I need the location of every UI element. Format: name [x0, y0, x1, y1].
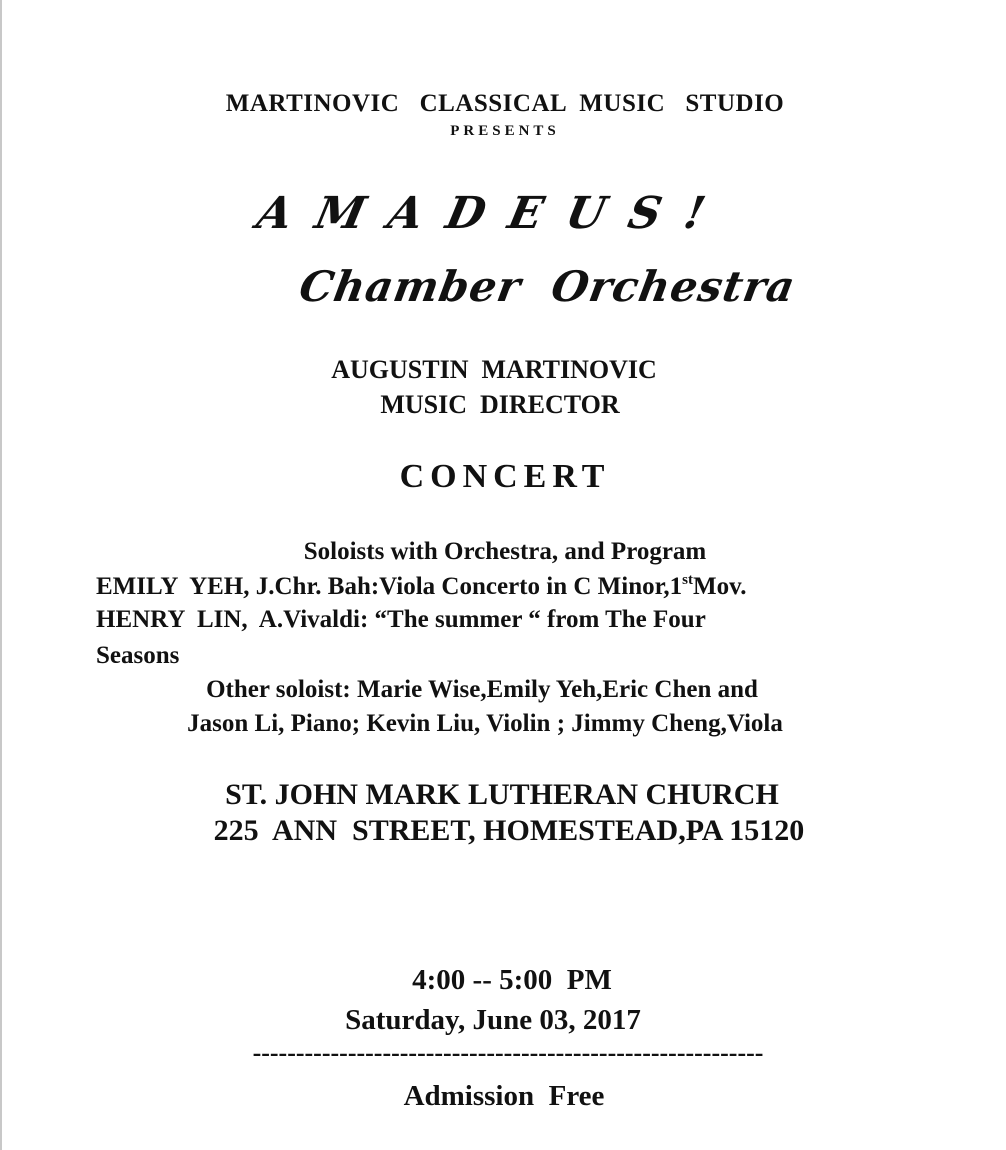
event-date: Saturday, June 03, 2017: [345, 1004, 641, 1036]
program-heading: Soloists with Orchestra, and Program: [303, 538, 707, 565]
other-soloists-line-1: Other soloist: Marie Wise,Emily Yeh,Eric Chen and: [206, 676, 758, 703]
studio-name: MARTINOVIC CLASSICAL MUSIC STUDIO: [225, 90, 785, 117]
concert-heading: CONCERT: [399, 458, 611, 495]
dashed-divider: -----------------------------------------------------------: [252, 1038, 764, 1067]
admission-note: Admission Free: [403, 1080, 605, 1112]
presents-label: PRESENTS: [450, 123, 560, 139]
ordinal-suffix: st: [682, 572, 694, 588]
program-line-emily-yeh: [96, 572, 746, 601]
director-name: AUGUSTIN MARTINOVIC: [331, 355, 657, 384]
other-soloists-line-2: Jason Li, Piano; Kevin Liu, Violin ; Jimmy Cheng,Viola: [187, 710, 783, 737]
venue-address: 225 ANN STREET, HOMESTEAD,PA 15120: [213, 814, 805, 847]
program-line-1-end: Mov.: [693, 573, 747, 600]
ensemble-subtitle: Chamber Orchestra: [295, 262, 800, 311]
program-line-henry-lin: HENRY LIN, A.Vivaldi: “The summer “ from The Four: [96, 606, 706, 633]
program-line-seasons: Seasons: [96, 642, 180, 669]
event-time: 4:00 -- 5:00 PM: [412, 964, 612, 996]
program-line-1-text: EMILY YEH, J.Chr. Bah:Viola Concerto in C Minor,1: [96, 573, 683, 600]
venue-name: ST. JOHN MARK LUTHERAN CHURCH: [225, 778, 779, 811]
director-title: MUSIC DIRECTOR: [380, 390, 620, 419]
ensemble-title: AMADEUS!: [252, 188, 734, 239]
